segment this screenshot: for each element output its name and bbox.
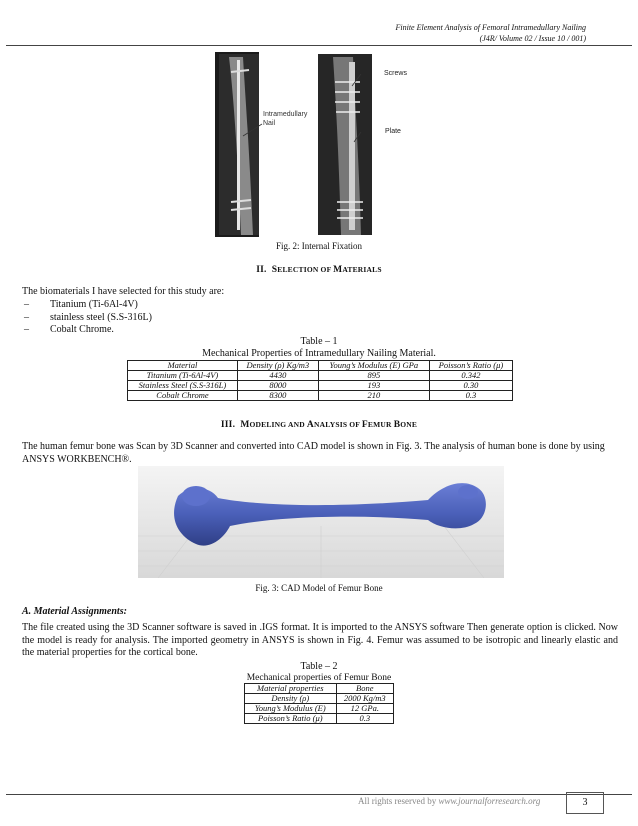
section2-heading: II. SELECTION OF MATERIALS: [256, 265, 382, 275]
table-row: Titanium (Ti-6Al-4V) 4430 895 0.342: [128, 371, 513, 381]
table-header-row: Material Density (ρ) Kg/m3 Young’s Modulus (E) GPa Poisson’s Ratio (μ): [128, 361, 513, 371]
section3-heading: III. MODELING AND ANALYSIS OF FEMUR BONE: [220, 420, 418, 430]
footer-rule: [6, 794, 632, 795]
section3-paragraph: The human femur bone was Scan by 3D Scanner and converted into CAD model is shown in Fig. 3. The analysis of human bone is done by using ANSYS WORKBENCH®.: [22, 441, 605, 465]
header-issue: (J4R/ Volume 02 / Issue 10 / 001): [479, 34, 586, 43]
table2-label: Table – 2: [300, 661, 338, 672]
footer-link[interactable]: www.journalforresearch.org: [438, 796, 541, 806]
materials-intro: The biomaterials I have selected for this study are:: [22, 286, 225, 297]
table-row: Young’s Modulus (E) 12 GPa.: [245, 704, 394, 714]
running-header: [396, 22, 587, 44]
label-screws: Screws: [384, 70, 407, 77]
label-nail-1: Intramedullary: [263, 111, 308, 118]
femur-cad-image: [138, 466, 504, 578]
table-row: Stainless Steel (S.S-316L) 8000 193 0.30: [128, 381, 513, 391]
page-number: 3: [566, 792, 604, 814]
footer-rights: All rights reserved by www.journalforresearch.org: [358, 796, 541, 806]
table-header-row: Material properties Bone: [245, 684, 394, 694]
fig2-caption: Fig. 2: Internal Fixation: [276, 241, 362, 251]
table1: [127, 360, 513, 401]
header-title: Finite Element Analysis of Femoral Intramedullary Nailing: [395, 23, 586, 32]
table2: [244, 683, 394, 724]
table-row: Poisson’s Ratio (μ) 0.3: [245, 714, 394, 724]
materials-list: [22, 299, 152, 337]
xray-image: [215, 52, 372, 237]
fig3-caption: Fig. 3: CAD Model of Femur Bone: [255, 583, 383, 593]
xray-figure: [215, 52, 372, 237]
subsection-a-heading: A. Material Assignments:: [22, 606, 127, 617]
femur-figure: [138, 466, 504, 578]
list-item: – Cobalt Chrome.: [24, 324, 114, 335]
label-nail-2: Nail: [263, 120, 276, 127]
table1-caption: Mechanical Properties of Intramedullary Nailing Material.: [202, 348, 436, 359]
table1-label: Table – 1: [300, 336, 338, 347]
table-row: Density (ρ) 2000 Kg/m3: [245, 694, 394, 704]
list-item: – stainless steel (S.S-316L): [24, 311, 152, 323]
subsection-a-paragraph: The file created using the 3D Scanner software is saved in .IGS format. It is imported to the ANSYS software Then generate option is clicked. Now the model is ready for analysis. The imported geometry in ANSYS is shown in Fig. 4. Femur was assumed to be isotropic and linearly elastic and the material properties for the cortical bone.: [22, 622, 618, 658]
list-item: – Titanium (Ti-6Al-4V): [24, 299, 138, 310]
table2-caption: Mechanical properties of Femur Bone: [246, 673, 392, 683]
header-rule: [6, 45, 632, 46]
table-row: Cobalt Chrome 8300 210 0.3: [128, 391, 513, 401]
label-plate: Plate: [385, 128, 401, 135]
